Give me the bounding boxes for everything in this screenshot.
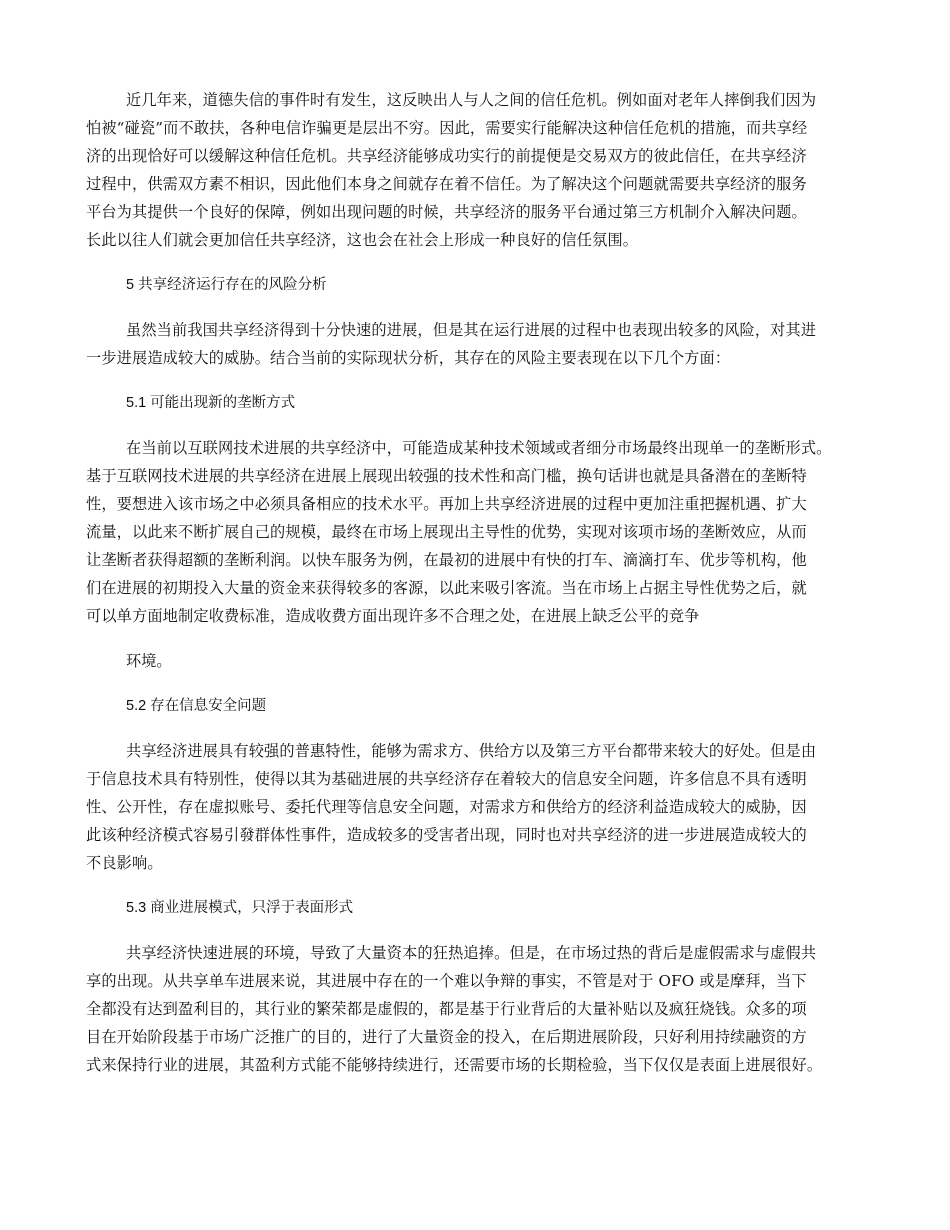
text-line: 流量，以此来不断扩展自己的规模，最终在市场上展现出主导性的优势，实现对该项市场的垄断效应，从而 <box>86 523 807 541</box>
text-line: 在当前以互联网技术进展的共享经济中，可能造成某种技术领域或者细分市场最终出现单一的垄断形式。 <box>126 439 832 457</box>
text-line: 式来保持行业的进展，其盈利方式能不能够持续进行，还需要市场的长期检验，当下仅仅是表面上进展很好。 <box>86 1056 823 1074</box>
section-heading: 5 共享经济运行存在的风险分析 <box>126 277 327 293</box>
text-line: 此该种经济模式容易引發群体性事件，造成较多的受害者出现，同时也对共享经济的进一步进展造成较大的 <box>86 826 807 844</box>
text-line: 平台为其提供一个良好的保障，例如出现问题的时候，共享经济的服务平台通过第三方机制介入解决问题。 <box>86 203 807 221</box>
text-line: 可以单方面地制定收费标准，造成收费方面出现许多不合理之处，在进展上缺乏公平的竞争 <box>86 607 700 625</box>
text-line: 性，要想进入该市场之中必须具备相应的技术水平。再加上共享经济进展的过程中更加注重把握机遇、扩大 <box>86 495 807 513</box>
text-line: 过程中，供需双方素不相识，因此他们本身之间就存在着不信任。为了解决这个问题就需要共享经济的服务 <box>86 175 807 193</box>
text-line: 性、公开性，存在虚拟账号、委托代理等信息安全问题，对需求方和供给方的经济利益造成较大的威胁，因 <box>86 798 807 816</box>
text-line: 虽然当前我国共享经济得到十分快速的进展，但是其在运行进展的过程中也表现出较多的风险，对其进 <box>126 321 817 339</box>
text-line: 让垄断者获得超额的垄断利润。以快车服务为例，在最初的进展中有快的打车、滴滴打车、优步等机构，他 <box>86 551 807 569</box>
paragraph-risk-intro <box>86 316 886 372</box>
text-line: 一步进展造成较大的威胁。结合当前的实际现状分析，其存在的风险主要表现在以下几个方面： <box>86 349 731 367</box>
paragraph-monopoly <box>86 434 886 630</box>
paragraph-trust-crisis <box>86 86 886 254</box>
text-line: 享的出现。从共享单车进展来说，其进展中存在的一个难以争辩的事实，不管是对于 OFO 或是摩拜，当下 <box>86 972 807 990</box>
text-line: 全都没有达到盈利目的，其行业的繁荣都是虚假的，都是基于行业背后的大量补贴以及疯狂烧钱。众多的项 <box>86 1000 807 1018</box>
text-line: 长此以往人们就会更加信任共享经济，这也会在社会上形成一种良好的信任氛围。 <box>86 231 639 249</box>
paragraph-business-model <box>86 939 886 1079</box>
text-line: 近几年来，道德失信的事件时有发生，这反映出人与人之间的信任危机。例如面对老年人摔倒我们因为 <box>126 91 817 109</box>
section-heading: 5.3 商业进展模式，只浮于表面形式 <box>126 900 354 916</box>
paragraph-continuation: 环境。 <box>126 652 172 670</box>
text-line: 目在开始阶段基于市场广泛推广的目的，进行了大量资金的投入，在后期进展阶段，只好利用持续融资的方 <box>86 1028 807 1046</box>
text-line: 于信息技术具有特别性，使得以其为基础进展的共享经济存在着较大的信息安全问题，许多信息不具有透明 <box>86 770 807 788</box>
text-line: 们在进展的初期投入大量的资金来获得较多的客源，以此来吸引客流。当在市场上占据主导性优势之后，就 <box>86 579 807 597</box>
text-line: 怕被“碰瓷”而不敢扶，各种电信诈骗更是层出不穷。因此，需要实行能解决这种信任危机的措施，而共享经 <box>86 119 808 137</box>
text-line: 不良影响。 <box>86 854 163 872</box>
text-line: 共享经济进展具有较强的普惠特性，能够为需求方、供给方以及第三方平台都带来较大的好处。但是由 <box>126 742 817 760</box>
text-line: 济的出现恰好可以缓解这种信任危机。共享经济能够成功实行的前提便是交易双方的彼此信任，在共享经济 <box>86 147 807 165</box>
section-heading: 5.2 存在信息安全问题 <box>126 698 267 714</box>
document-page <box>86 86 886 1079</box>
text-line: 基于互联网技术进展的共享经济在进展上展现出较强的技术性和高门槛，换句话讲也就是具备潜在的垄断特 <box>86 467 807 485</box>
section-heading: 5.1 可能出现新的垄断方式 <box>126 395 296 411</box>
paragraph-info-security <box>86 737 886 877</box>
text-line: 共享经济快速进展的环境，导致了大量资本的狂热追捧。但是，在市场过热的背后是虚假需求与虚假共 <box>126 944 817 962</box>
